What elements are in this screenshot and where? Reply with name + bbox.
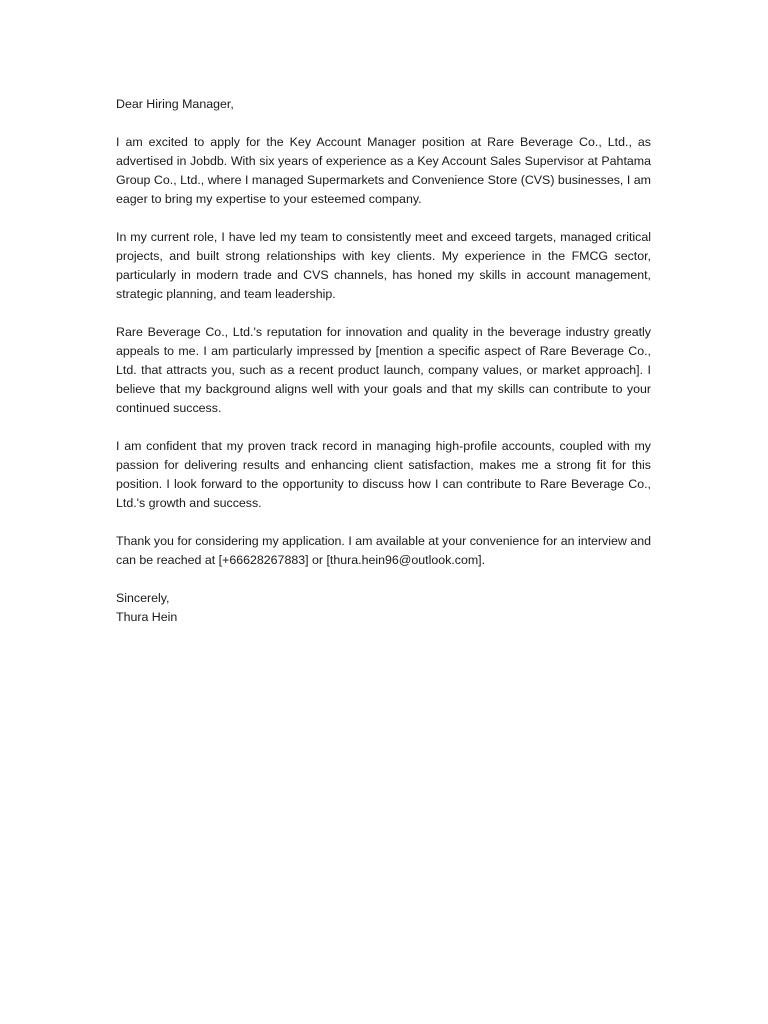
paragraph-current-role: In my current role, I have led my team to consistently meet and exceed targets, managed critical projects, and built strong relationships with key clients. My experience in the FMCG sector, particularly in modern trade and CVS channels, has honed my skills in account management, strategic planning, and team leadership. [116, 230, 651, 301]
paragraph-thanks: Thank you for considering my application. I am available at your convenience for an interview and can be reached at [+66628267883] or [thura.hein96@outlook.com]. [116, 534, 651, 567]
salutation: Dear Hiring Manager, [116, 97, 234, 111]
closing: Sincerely, [116, 591, 170, 605]
paragraph-fit: I am confident that my proven track record in managing high-profile accounts, coupled with my passion for delivering results and enhancing client satisfaction, makes me a strong fit for this position. I look forward to the opportunity to discuss how I can contribute to Rare Beverage Co., Ltd.'s growth and success. [116, 439, 651, 510]
cover-letter [116, 95, 651, 627]
paragraph-company-interest: Rare Beverage Co., Ltd.'s reputation for innovation and quality in the beverage industry greatly appeals to me. I am particularly impressed by [mention a specific aspect of Rare Beverage Co., Ltd. that attracts you, such as a recent product launch, company values, or market approach]. I believe that my background aligns well with your goals and that my skills can contribute to your continued success. [116, 325, 651, 415]
paragraph-intro: I am excited to apply for the Key Account Manager position at Rare Beverage Co., Ltd., as advertised in Jobdb. With six years of experience as a Key Account Sales Supervisor at Pahtama Group Co., Ltd., where I managed Supermarkets and Convenience Store (CVS) businesses, I am eager to bring my expertise to your esteemed company. [116, 135, 651, 206]
signature-name: Thura Hein [116, 610, 178, 624]
